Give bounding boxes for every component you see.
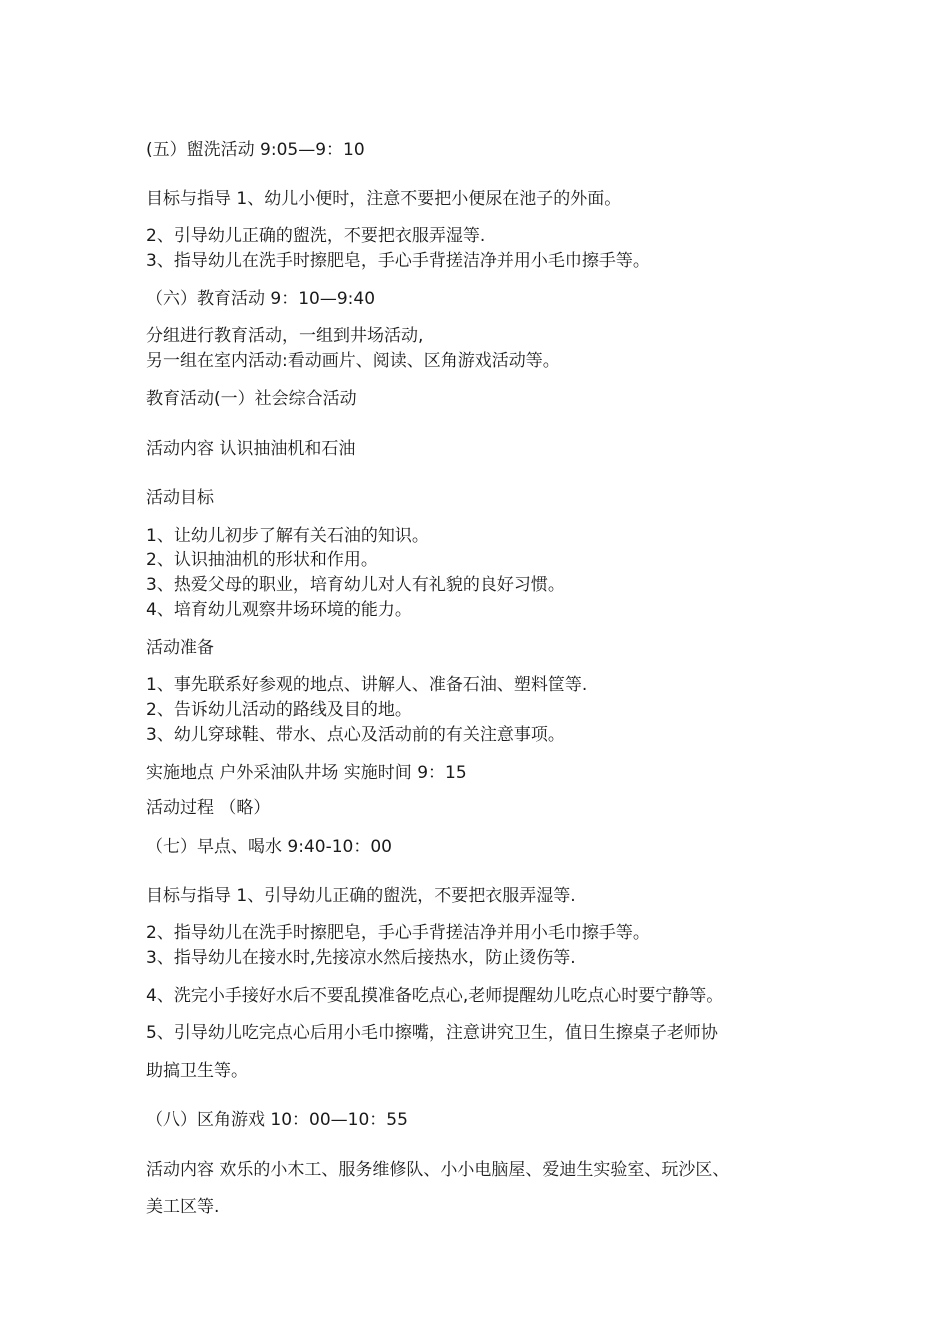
list-item: 1、让幼儿初步了解有关石油的知识。: [146, 526, 429, 546]
paragraph-line: 另一组在室内活动:看动画片、阅读、区角游戏活动等。: [146, 351, 560, 371]
list-item: 1、事先联系好参观的地点、讲解人、准备石油、塑料筐等.: [146, 675, 588, 695]
paragraph-line: 实施地点 户外采油队井场 实施时间 9：15: [146, 763, 467, 783]
paragraph-line: 3、指导幼儿在接水时,先接凉水然后接热水，防止烫伤等.: [146, 948, 576, 968]
subsection-heading: 教育活动(一）社会综合活动: [146, 389, 357, 409]
paragraph-line: 分组进行教育活动，一组到井场活动,: [146, 326, 424, 346]
subsection-heading: 活动准备: [146, 638, 214, 658]
paragraph-line: 3、指导幼儿在洗手时擦肥皂，手心手背搓洁净并用小毛巾擦手等。: [146, 251, 650, 271]
list-item: 4、培育幼儿观察井场环境的能力。: [146, 600, 412, 620]
paragraph-line: 助搞卫生等。: [146, 1061, 248, 1081]
list-item: 3、幼儿穿球鞋、带水、点心及活动前的有关注意事项。: [146, 725, 565, 745]
paragraph-line: 4、洗完小手接好水后不要乱摸准备吃点心,老师提醒幼儿吃点心时要宁静等。: [146, 986, 724, 1006]
list-item: 2、认识抽油机的形状和作用。: [146, 550, 378, 570]
section-heading-5: (五）盥洗活动 9:05—9：10: [146, 140, 365, 160]
paragraph-line: 活动过程 （略）: [146, 798, 271, 818]
paragraph-line: 2、指导幼儿在洗手时擦肥皂，手心手背搓洁净并用小毛巾擦手等。: [146, 923, 650, 943]
subsection-heading: 活动目标: [146, 488, 214, 508]
section-heading-7: （七）早点、喝水 9:40-10：00: [146, 837, 392, 857]
paragraph-line: 2、引导幼儿正确的盥洗，不要把衣服弄湿等.: [146, 226, 486, 246]
paragraph-line: 5、引导幼儿吃完点心后用小毛巾擦嘴，注意讲究卫生，值日生擦桌子老师协: [146, 1023, 718, 1043]
paragraph-line: 活动内容 认识抽油机和石油: [146, 439, 356, 459]
list-item: 2、告诉幼儿活动的路线及目的地。: [146, 700, 412, 720]
paragraph-line: 目标与指导 1、引导幼儿正确的盥洗，不要把衣服弄湿等.: [146, 886, 576, 906]
section-heading-6: （六）教育活动 9：10—9:40: [146, 289, 376, 309]
list-item: 3、热爱父母的职业，培育幼儿对人有礼貌的良好习惯。: [146, 575, 565, 595]
paragraph-line: 美工区等.: [146, 1197, 220, 1217]
paragraph-line: 目标与指导 1、幼儿小便时，注意不要把小便尿在池子的外面。: [146, 189, 622, 209]
section-heading-8: （八）区角游戏 10：00—10：55: [146, 1110, 408, 1130]
paragraph-line: 活动内容 欢乐的小木工、服务维修队、小小电脑屋、爱迪生实验室、玩沙区、: [146, 1160, 730, 1180]
